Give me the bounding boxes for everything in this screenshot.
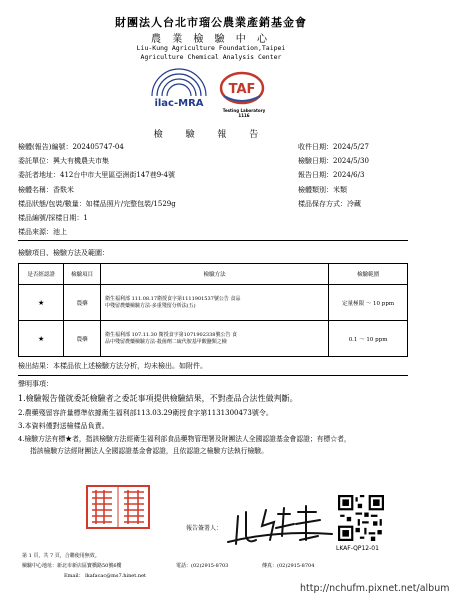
- report-title: 檢 驗 報 告: [153, 130, 269, 140]
- header-accredited: 是否經認證: [19, 264, 64, 285]
- sample-number: 樣品編號/採樣日期：1: [18, 214, 88, 222]
- form-code: LKAF-QP12-01: [336, 545, 379, 552]
- method-line: 衛生福利部 111.08.17衛授食字第1111901537號公告 食品: [105, 295, 241, 302]
- watermark-url: http://nchufm.pixnet.net/album: [300, 583, 449, 594]
- test-items-table: [18, 263, 408, 357]
- test-date: 檢驗日期：2024/5/30: [298, 157, 369, 165]
- test-range: 0.1 ～ 10 ppm: [329, 321, 408, 357]
- qr-code: [338, 495, 384, 541]
- sample-name: 檢體名稱：香麩米: [18, 186, 74, 194]
- center-email: Email： lkafacac@ms7.hinet.net: [64, 573, 147, 579]
- header-method: 檢驗方法: [101, 264, 329, 285]
- table-header-row: [19, 264, 408, 285]
- seal-stamp: [86, 485, 150, 529]
- center-name-en: Agriculture Chemical Analysis Center: [140, 53, 282, 61]
- result-line: 檢出結果：本樣品依上述檢驗方法分析，均未檢出。如附件。: [18, 362, 207, 370]
- client-name: 委託單位：興大有機農夫市集: [18, 157, 109, 165]
- note-2: 2.農藥殘留容許量標準依據衛生福利部113.03.29衛授食字第1131300473號令。: [18, 409, 273, 417]
- declaration-title: 聲明事項：: [18, 380, 53, 388]
- taf-lab-number: 1116: [238, 113, 250, 118]
- note-4-cont: 指該檢驗方法經財團法人全國認證基金會認證，且依認證之檢驗方法執行檢驗。: [30, 447, 268, 455]
- test-method: [101, 321, 329, 357]
- sample-source: 樣品來源：池上: [18, 228, 67, 236]
- client-address: 委託者地址：412台中市大里區亞洲街147巷9-4號: [18, 171, 175, 179]
- report-date: 報告日期：2024/6/3: [298, 171, 365, 179]
- test-item: 農藥: [64, 285, 101, 321]
- note-3: 3.本資料僅對送檢樣品負責。: [18, 422, 109, 430]
- scope-label: 檢驗項目、檢驗方法及範圍：: [18, 249, 109, 257]
- sample-state: 樣品狀態/包裝/數量：如樣品照片/完整包裝/1529g: [18, 200, 176, 208]
- report-number: 檢體(報告)編號：202405747-04: [18, 143, 124, 151]
- accredited-star: ★: [19, 285, 64, 321]
- received-date: 收件日期：2024/5/27: [298, 143, 369, 151]
- header-range: 檢驗範圍: [329, 264, 408, 285]
- ilac-logo-text: ilac-MRA: [154, 98, 204, 109]
- method-line: 衛生福利部 107.11.30 衛授食字第1071902338號公告 食: [105, 331, 238, 338]
- org-name: 財團法人台北市瑠公農業產銷基金會: [115, 16, 307, 29]
- table-row: [19, 285, 408, 321]
- center-name: 農 業 檢 驗 中 心: [151, 34, 271, 45]
- signer-label: 報告簽署人：: [186, 525, 223, 532]
- test-range: 定量極限 ～ 10 ppm: [329, 285, 408, 321]
- header-item: 檢驗項目: [64, 264, 101, 285]
- method-line: 中殘留農藥檢驗方法-多重殘留分析法(五): [105, 302, 196, 309]
- taf-lab-text: Testing Laboratory: [222, 108, 266, 113]
- center-address: 檢驗中心地址：新北市新店區寶橋路50號6樓: [22, 563, 122, 569]
- ilac-mra-logo: [146, 68, 212, 108]
- note-4: 4.檢驗方法有標★者，指該檢驗方法經衛生福利部食品藥物管理署及財團法人全國認證基金會認證；有標☆者，: [18, 435, 351, 443]
- method-line: 品中殘留農藥檢驗方法-殺菌劑二硫代胺基甲酸鹽類之檢: [105, 338, 227, 345]
- divider: [18, 240, 408, 241]
- test-method: [101, 285, 329, 321]
- accredited-star: ★: [19, 321, 64, 357]
- taf-lab-label: [216, 108, 272, 118]
- taf-logo: [218, 70, 266, 110]
- center-tel: 電話：(02)2915-8703: [176, 563, 229, 569]
- table-row: [19, 321, 408, 357]
- org-name-en: Liu-Kung Agriculture Foundation,Taipei: [136, 44, 286, 52]
- taf-logo-text: TAF: [228, 82, 256, 97]
- note-1: 1.檢驗報告僅就委託檢驗者之委託事項提供檢驗結果，不對產品合法性做判斷。: [18, 394, 298, 403]
- page-info: 第 1 頁，共 7 頁，合聯使用無效。: [22, 553, 100, 559]
- center-fax: 傳真：(02)2915-8704: [262, 563, 315, 569]
- sample-type: 檢體類別：米類: [298, 186, 347, 194]
- sample-storage: 樣品保存方式：冷藏: [298, 200, 361, 208]
- test-item: 農藥: [64, 321, 101, 357]
- divider: [18, 375, 408, 376]
- signature: [226, 500, 336, 548]
